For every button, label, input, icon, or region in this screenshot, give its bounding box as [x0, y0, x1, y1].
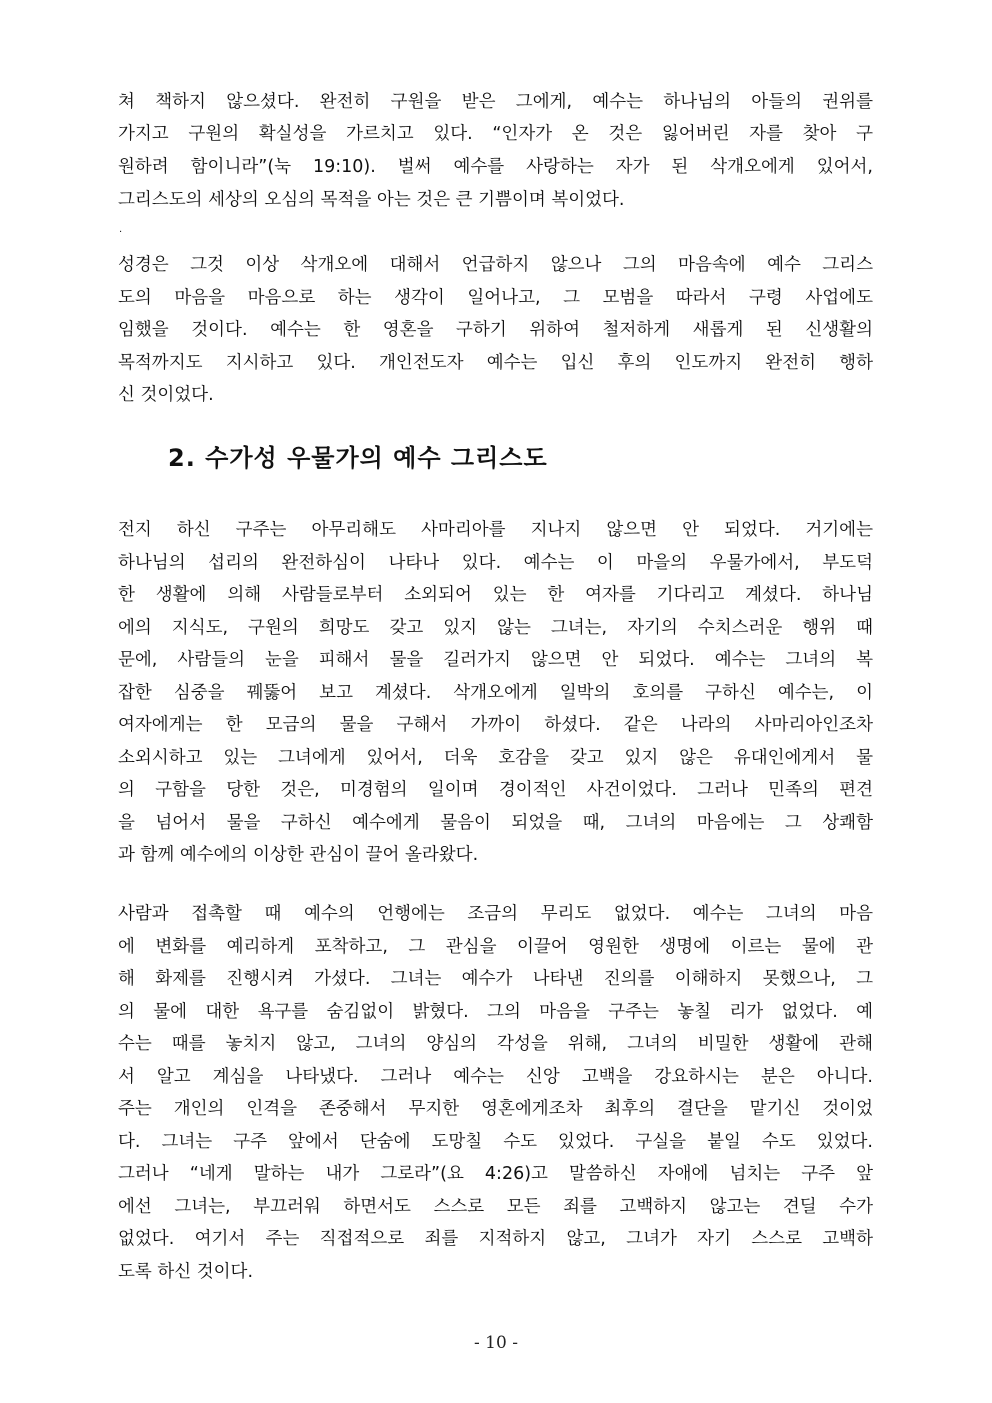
- body-text-line: 도의 마음을 마음으로 하는 생각이 일어나고, 그 모범을 따라서 구령 사업에도: [118, 288, 873, 308]
- body-text-line: 쳐 책하지 않으셨다. 완전히 구원을 받은 그에게, 예수는 하나님의 아들의 권위를: [118, 92, 873, 112]
- body-text-line: 도록 하신 것이다.: [118, 1262, 254, 1282]
- section-heading: 2. 수가성 우물가의 예수 그리스도: [168, 444, 548, 472]
- page-number: - 10 -: [474, 1333, 518, 1353]
- body-text-line: 전지 하신 구주는 아무리해도 사마리아를 지나지 않으면 안 되었다. 거기에는: [118, 520, 873, 540]
- body-text-line: 에의 지식도, 구원의 희망도 갖고 있지 않는 그녀는, 자기의 수치스러운 행위 때: [118, 618, 873, 638]
- body-text-line: 주는 개인의 인격을 존중해서 무지한 영혼에게조차 최후의 결단을 맡기신 것이었: [118, 1099, 873, 1119]
- body-text-line: 을 넘어서 물을 구하신 예수에게 물음이 되었을 때, 그녀의 마음에는 그 상쾌함: [118, 813, 873, 833]
- body-text-line: 임했을 것이다. 예수는 한 영혼을 구하기 위하여 철저하게 새롭게 된 신생활의: [118, 320, 873, 340]
- body-text-line: 잡한 심중을 꿰뚫어 보고 계셨다. 삭개오에게 일박의 호의를 구하신 예수는, 이: [118, 683, 873, 703]
- body-text-line: 가지고 구원의 확실성을 가르치고 있다. “인자가 온 것은 잃어버린 자를 찾아 구: [118, 124, 873, 144]
- body-text-line: 해 화제를 진행시켜 가셨다. 그녀는 예수가 나타낸 진의를 이해하지 못했으나, 그: [118, 969, 873, 989]
- body-text-line: 과 함께 예수에의 이상한 관심이 끌어 올라왔다.: [118, 845, 479, 865]
- body-text-line: 사람과 접촉할 때 예수의 언행에는 조금의 무리도 없었다. 예수는 그녀의 마음: [118, 904, 873, 924]
- body-text-line: 그러나 “네게 말하는 내가 그로라”(요 4:26)고 말씀하신 자애에 넘치는 구주 앞: [118, 1164, 873, 1184]
- body-text-line: 에 변화를 예리하게 포착하고, 그 관심을 이끌어 영원한 생명에 이르는 물에 관: [118, 937, 873, 957]
- body-text-line: 그리스도의 세상의 오심의 목적을 아는 것은 큰 기쁨이며 복이었다.: [118, 190, 625, 210]
- body-text-line: 신 것이었다.: [118, 385, 214, 405]
- body-text-line: 다. 그녀는 구주 앞에서 단숨에 도망칠 수도 있었다. 구실을 붙일 수도 있었다.: [118, 1132, 873, 1152]
- body-text-line: 의 구함을 당한 것은, 미경험의 일이며 경이적인 사건이었다. 그러나 민족의 편견: [118, 780, 873, 800]
- body-text-line: 여자에게는 한 모금의 물을 구해서 가까이 하셨다. 같은 나라의 사마리아인조차: [118, 715, 873, 735]
- body-text-line: 의 물에 대한 욕구를 숨김없이 밝혔다. 그의 마음을 구주는 놓칠 리가 없었다. 예: [118, 1002, 873, 1022]
- body-text-line: 목적까지도 지시하고 있다. 개인전도자 예수는 입신 후의 인도까지 완전히 행하: [118, 353, 873, 373]
- body-text-line: 성경은 그것 이상 삭개오에 대해서 언급하지 않으나 그의 마음속에 예수 그리스: [118, 255, 873, 275]
- body-text-line: 한 생활에 의해 사람들로부터 소외되어 있는 한 여자를 기다리고 계셨다. 하나님: [118, 585, 873, 605]
- body-text-line: 문에, 사람들의 눈을 피해서 물을 길러가지 않으면 안 되었다. 예수는 그녀의 복: [118, 650, 873, 670]
- body-text-line: 원하려 함이니라”(눅 19:10). 벌써 예수를 사랑하는 자가 된 삭개오에게 있어서,: [118, 157, 873, 177]
- body-text-line: 수는 때를 놓치지 않고, 그녀의 양심의 각성을 위해, 그녀의 비밀한 생활에 관해: [118, 1034, 873, 1054]
- body-text-line: 소외시하고 있는 그녀에게 있어서, 더욱 호감을 갖고 있지 않은 유대인에게서 물: [118, 748, 873, 768]
- body-text-line: 없었다. 여기서 주는 직접적으로 죄를 지적하지 않고, 그녀가 자기 스스로 고백하: [118, 1229, 873, 1249]
- paragraph-marker: ·: [119, 227, 123, 238]
- body-text-line: 에선 그녀는, 부끄러워 하면서도 스스로 모든 죄를 고백하지 않고는 견딜 수가: [118, 1197, 873, 1217]
- body-text-line: 서 알고 계심을 나타냈다. 그러나 예수는 신앙 고백을 강요하시는 분은 아니다.: [118, 1067, 873, 1087]
- body-text-line: 하나님의 섭리의 완전하심이 나타나 있다. 예수는 이 마을의 우물가에서, 부도덕: [118, 553, 873, 573]
